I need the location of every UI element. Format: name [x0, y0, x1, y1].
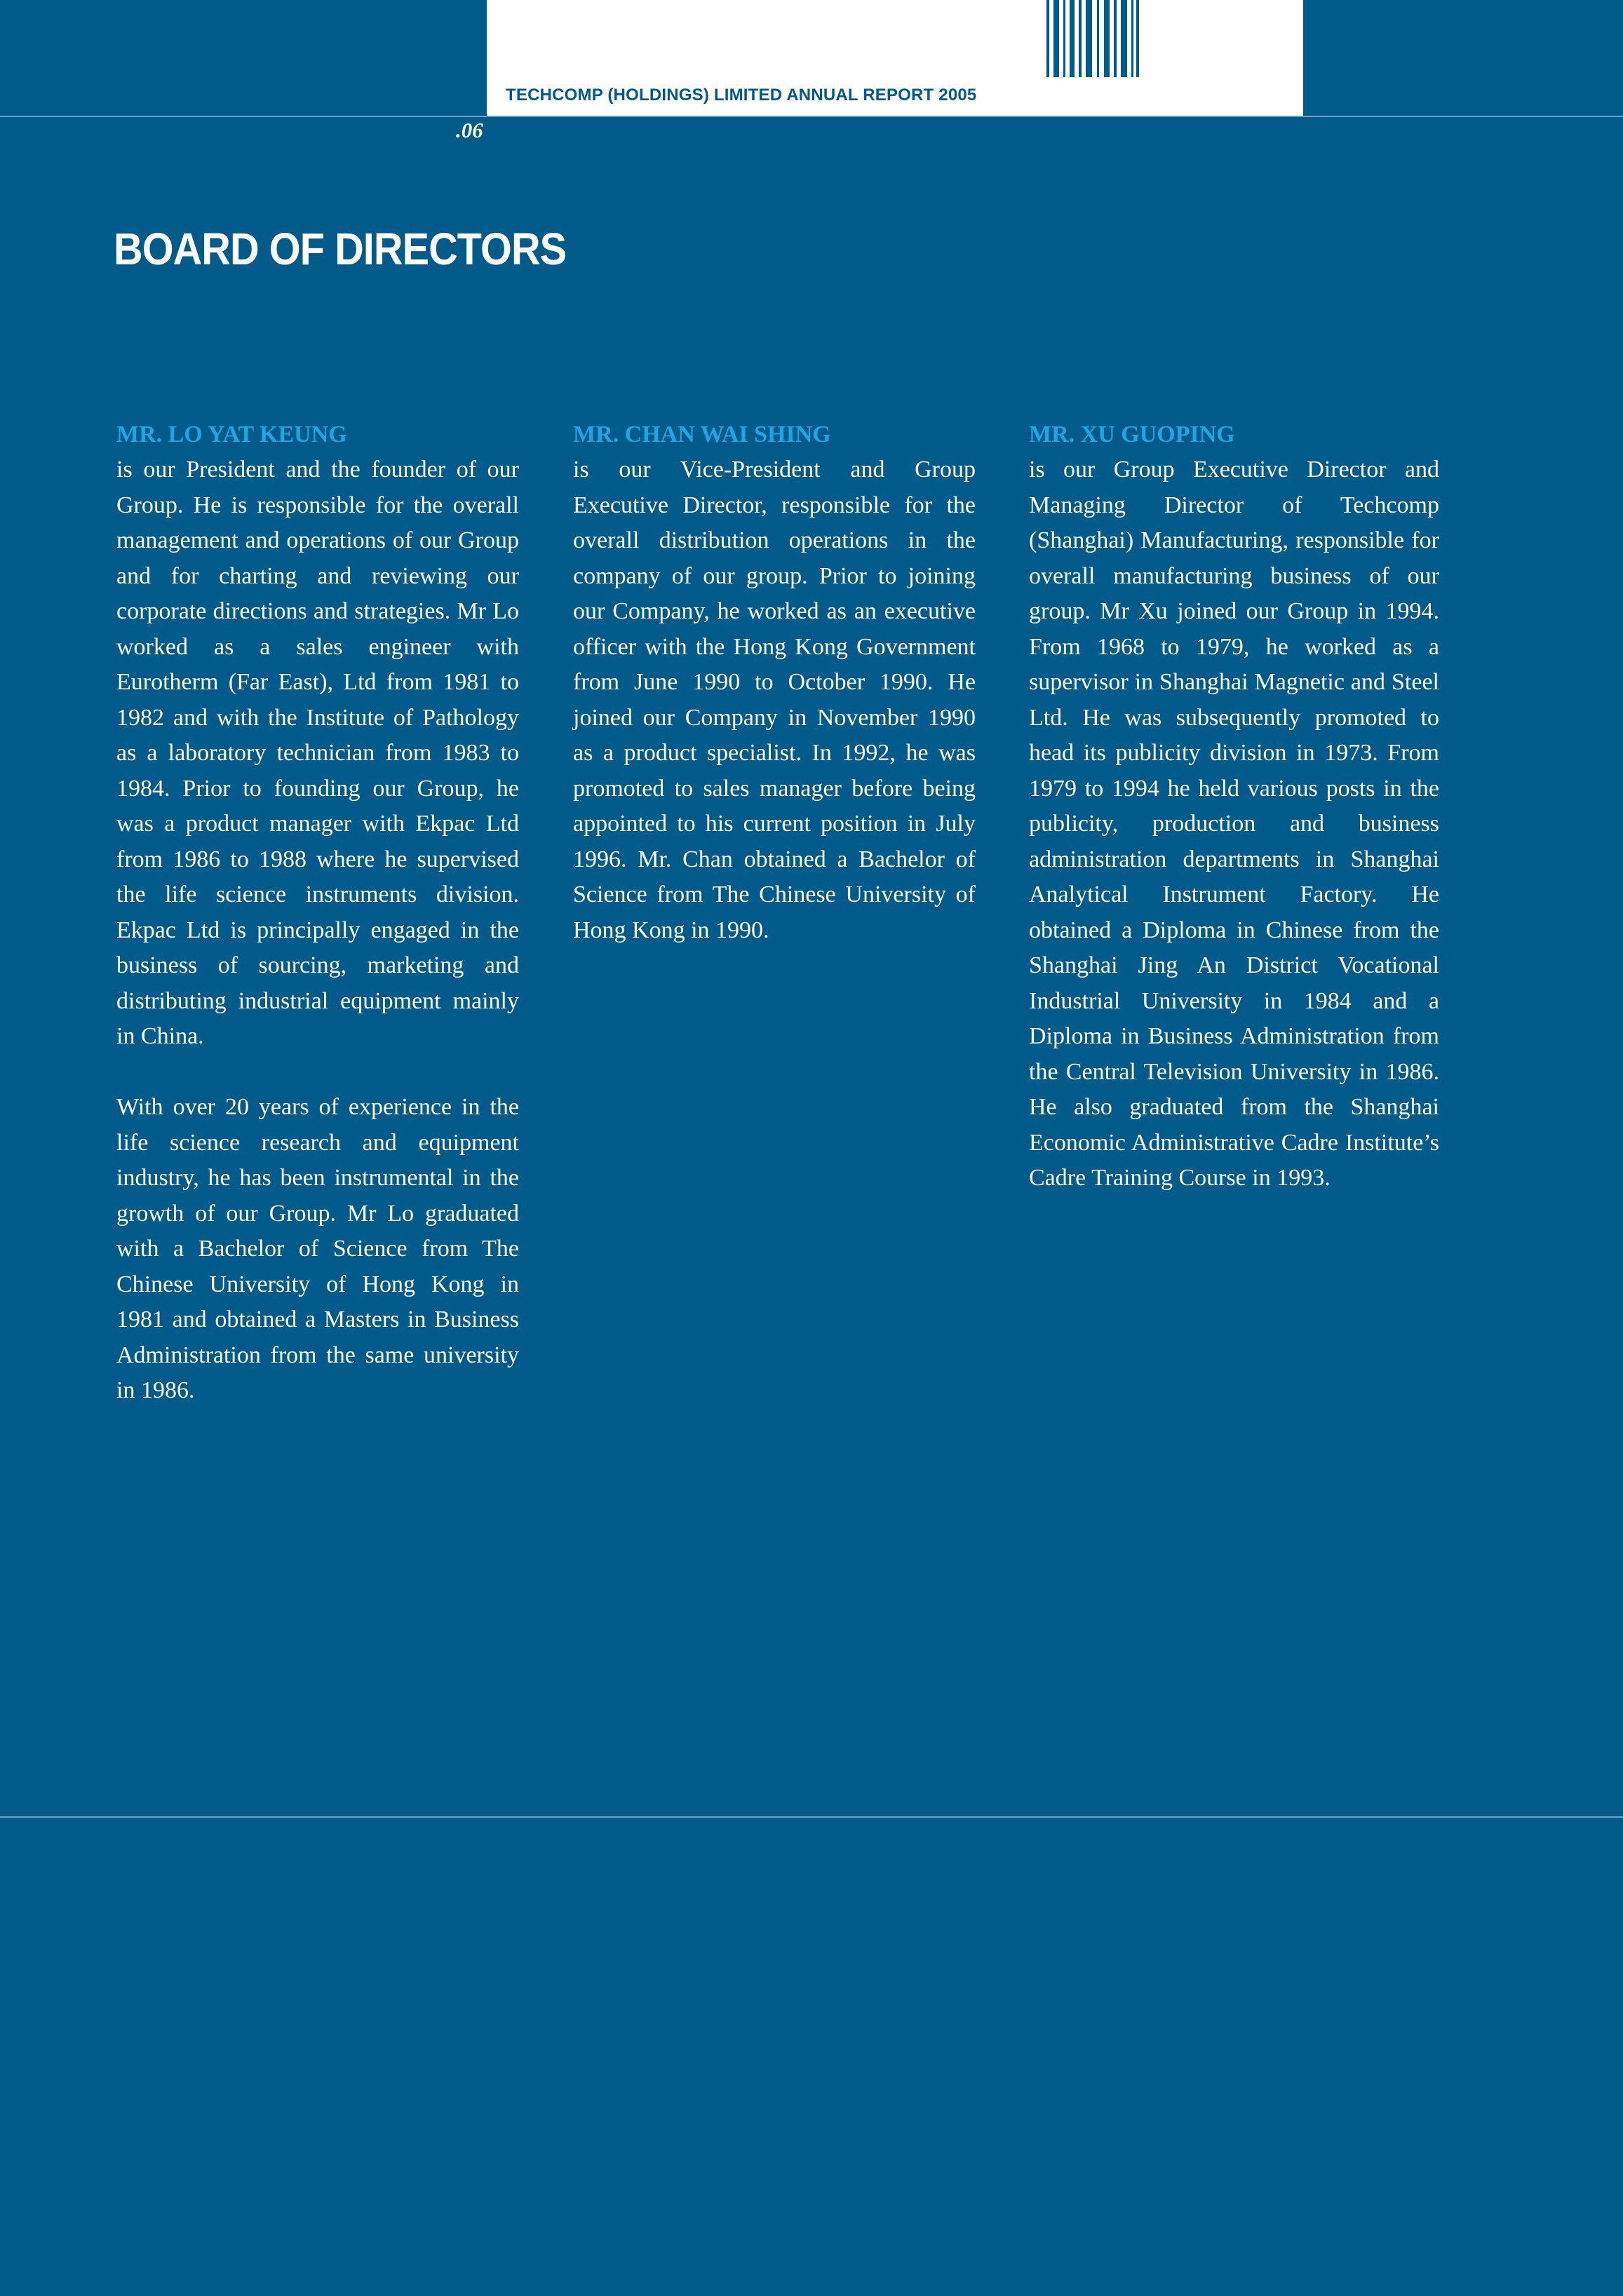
director-bio-paragraph: With over 20 years of experience in the life science research and equipment industry, he has been instrumental in the growth of our Group. Mr Lo graduated with a Bachelor of Science from The Chinese University of Hong Kong in 1981 and obtained a Masters in Business Administration from the same university in 1986.: [116, 1094, 519, 1403]
bottom-divider: [0, 1816, 1623, 1818]
director-bio-paragraph: is our Group Executive Director and Managing Director of Techcomp (Shanghai) Manufacturing, responsible for overall manufacturing business of our group. Mr Xu joined our Group in 1994. From 1968 to 1979, he worked as a supervisor in Shanghai Magnetic and Steel Ltd. He was subsequently promoted to head its publicity division in 1973. From 1979 to 1994 he held various posts in the publicity, production and business administration departments in Shanghai Analytical Instrument Factory. He obtained a Diploma in Chinese from the Shanghai Jing An District Vocational Industrial University in 1984 and a Diploma in Business Administration from the Central Television University in 1986. He also graduated from the Shanghai Economic Administrative Cadre Institute’s Cadre Training Course in 1993.: [1029, 457, 1439, 1191]
director-name: MR. LO YAT KEUNG: [116, 421, 347, 447]
director-column-xu: [1029, 417, 1439, 1196]
barcode-logo-icon: [1046, 0, 1139, 77]
director-column-lo: [116, 417, 519, 1409]
director-name: MR. XU GUOPING: [1029, 421, 1235, 447]
section-title: BOARD OF DIRECTORS: [114, 224, 567, 274]
page-number: .06: [456, 118, 483, 142]
director-bio-paragraph: is our Vice-President and Group Executive Director, responsible for the overall distribution operations in the company of our group. Prior to joining our Company, he worked as an executive officer with the Hong Kong Government from June 1990 to October 1990. He joined our Company in November 1990 as a product specialist. In 1992, he was promoted to sales manager before being appointed to his current position in July 1996. Mr. Chan obtained a Bachelor of Science from The Chinese University of Hong Kong in 1990.: [573, 457, 976, 943]
director-column-chan: [573, 417, 976, 948]
top-divider: [0, 116, 1623, 117]
report-header: [487, 0, 1303, 116]
report-title: TECHCOMP (HOLDINGS) LIMITED ANNUAL REPORT 2005: [506, 86, 977, 104]
director-name: MR. CHAN WAI SHING: [573, 421, 831, 447]
director-bio-paragraph: is our President and the founder of our Group. He is responsible for the overall management and operations of our Group and for charting and reviewing our corporate directions and strategies. Mr Lo worked as a sales engineer with Eurotherm (Far East), Ltd from 1981 to 1982 and with the Institute of Pathology as a laboratory technician from 1983 to 1984. Prior to founding our Group, he was a product manager with Ekpac Ltd from 1986 to 1988 where he supervised the life science instruments division. Ekpac Ltd is principally engaged in the business of sourcing, marketing and distributing industrial equipment mainly in China.: [116, 457, 519, 1049]
